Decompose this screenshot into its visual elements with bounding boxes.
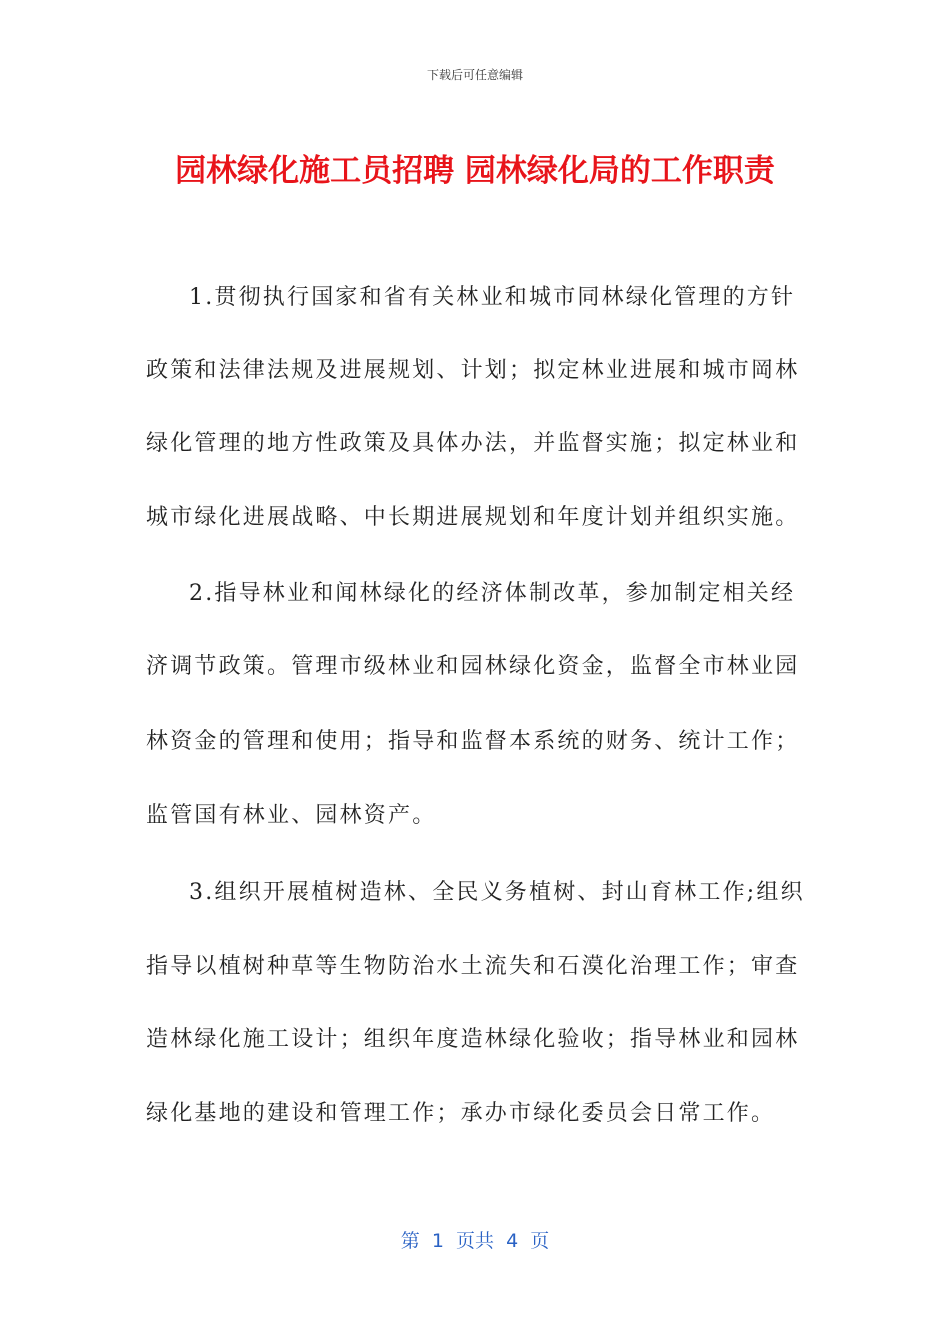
header-note: 下载后可任意编辑 bbox=[426, 68, 523, 82]
body-line: 城市绿化进展战略、中长期进展规划和年度计划并组织实施。 bbox=[146, 505, 800, 530]
body-line: 绿化基地的建设和管理工作；承办市绿化委员会日常工作。 bbox=[146, 1101, 776, 1126]
body-line: 1.贯彻执行国家和省有关林业和城市同林绿化管理的方针 bbox=[189, 285, 796, 310]
document-title: 园林绿化施工员招聘 园林绿化局的工作职责 bbox=[175, 153, 775, 189]
body-line: 3.组织开展植树造林、全民义务植树、封山育林工作;组织 bbox=[189, 880, 805, 905]
body-line: 政策和法律法规及进展规划、计划；拟定林业进展和城市岡林 bbox=[146, 358, 800, 383]
body-line: 林资金的管理和使用；指导和监督本系统的财务、统计工作； bbox=[146, 729, 800, 754]
body-line: 指导以植树种草等生物防治水土流失和石漠化治理工作；审查 bbox=[146, 954, 800, 979]
page-number-footer: 第 1 页共 4 页 bbox=[400, 1230, 550, 1252]
body-line: 绿化管理的地方性政策及具体办法，并监督实施；拟定林业和 bbox=[146, 431, 800, 456]
body-line: 造林绿化施工设计；组织年度造林绿化验收；指导林业和园林 bbox=[146, 1027, 800, 1052]
body-line: 监管国有林业、园林资产。 bbox=[146, 803, 437, 828]
body-line: 济调节政策。管理市级林业和园林绿化资金，监督全市林业园 bbox=[146, 654, 800, 679]
body-line: 2.指导林业和闻林绿化的经济体制改革，参加制定相关经 bbox=[189, 581, 796, 606]
